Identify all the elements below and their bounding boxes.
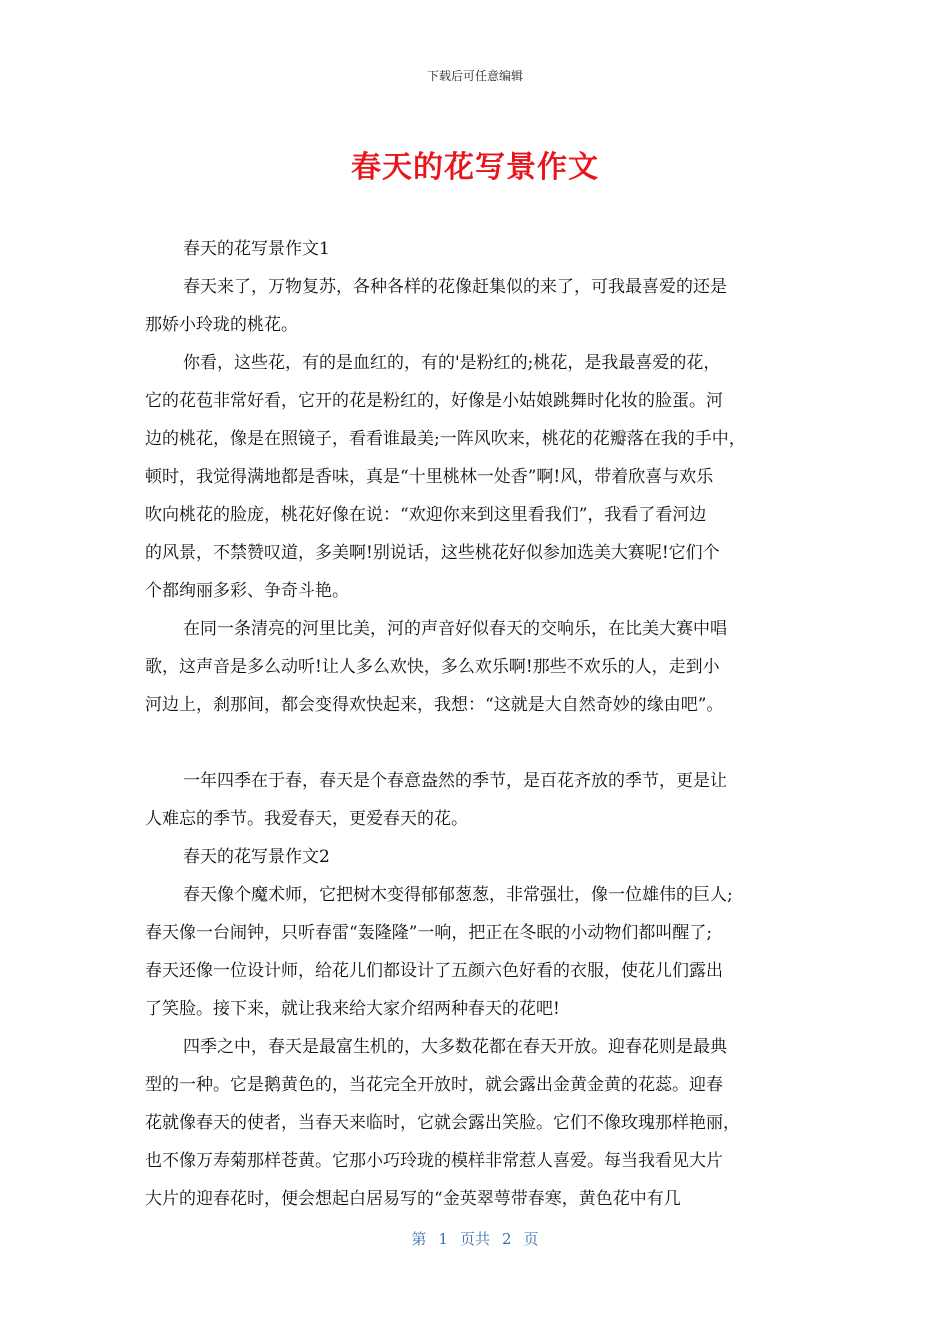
- paragraph-line: 四季之中，春天是最富生机的，大多数花都在春天开放。迎春花则是最典: [183, 1037, 727, 1057]
- paragraph-line: 春天来了，万物复苏，各种各样的花像赶集似的来了，可我最喜爱的还是: [183, 277, 727, 297]
- paragraph-line: 歌，这声音是多么动听!让人多么欢快，多么欢乐啊!那些不欢乐的人，走到小: [145, 657, 720, 677]
- paragraph-line: 在同一条清亮的河里比美，河的声音好似春天的交响乐，在比美大赛中唱: [183, 619, 727, 639]
- paragraph-line: 春天像个魔术师，它把树木变得郁郁葱葱，非常强壮，像一位雄伟的巨人;: [183, 885, 733, 905]
- paragraph-line: 了笑脸。接下来，就让我来给大家介绍两种春天的花吧!: [145, 999, 560, 1019]
- header-note: 下载后可任意编辑: [426, 69, 523, 83]
- paragraph-line: 大片的迎春花时，便会想起白居易写的“金英翠萼带春寒，黄色花中有几: [145, 1189, 681, 1209]
- paragraph-line: 个都绚丽多彩、争奇斗艳。: [145, 581, 349, 601]
- paragraph-line: 顿时，我觉得满地都是香味，真是“十里桃林一处香”啊!风，带着欣喜与欢乐: [145, 467, 714, 487]
- paragraph-line: 吹向桃花的脸庞，桃花好像在说：“欢迎你来到这里看我们”，我看了看河边: [145, 505, 707, 525]
- paragraph-line: 那娇小玲珑的桃花。: [145, 315, 298, 335]
- paragraph-gap: [145, 724, 810, 762]
- page-prefix: 第: [411, 1230, 427, 1248]
- paragraph-line: 也不像万寿菊那样苍黄。它那小巧玲珑的模样非常惹人喜爱。每当我看见大片: [145, 1151, 723, 1171]
- document-title: 春天的花写景作文: [351, 150, 599, 185]
- page-total: 2: [502, 1230, 512, 1248]
- paragraph-line: 春天像一台闹钟，只听春雷“轰隆隆”一响，把正在冬眠的小动物们都叫醒了;: [145, 923, 713, 943]
- paragraph-line: 一年四季在于春，春天是个春意盎然的季节，是百花齐放的季节，更是让: [183, 771, 727, 791]
- paragraph-line: 花就像春天的使者，当春天来临时，它就会露出笑脸。它们不像玫瑰那样艳丽，: [145, 1113, 740, 1133]
- paragraph-line: 人难忘的季节。我爱春天，更爱春天的花。: [145, 809, 468, 829]
- section-heading-2: 春天的花写景作文2: [183, 847, 330, 867]
- document-body: [145, 230, 810, 1218]
- page-current: 1: [438, 1230, 448, 1248]
- paragraph-line: 河边上，刹那间，都会变得欢快起来，我想：“这就是大自然奇妙的缘由吧”。: [145, 695, 724, 715]
- page-suffix: 页: [523, 1230, 539, 1248]
- paragraph-line: 它的花苞非常好看，它开的花是粉红的，好像是小姑娘跳舞时化妆的脸蛋。河: [145, 391, 723, 411]
- page-mid: 页共: [459, 1230, 490, 1248]
- page-footer: [0, 1228, 950, 1249]
- paragraph-line: 你看，这些花，有的是血红的，有的'是粉红的;桃花，是我最喜爱的花，: [183, 353, 721, 373]
- paragraph-line: 边的桃花，像是在照镜子，看看谁最美;一阵风吹来，桃花的花瓣落在我的手中，: [145, 429, 746, 449]
- paragraph-line: 春天还像一位设计师，给花儿们都设计了五颜六色好看的衣服，使花儿们露出: [145, 961, 723, 981]
- section-heading-1: 春天的花写景作文1: [183, 239, 330, 259]
- paragraph-line: 的风景，不禁赞叹道，多美啊!别说话，这些桃花好似参加选美大赛呢!它们个: [145, 543, 720, 563]
- paragraph-line: 型的一种。它是鹅黄色的，当花完全开放时，就会露出金黄金黄的花蕊。迎春: [145, 1075, 723, 1095]
